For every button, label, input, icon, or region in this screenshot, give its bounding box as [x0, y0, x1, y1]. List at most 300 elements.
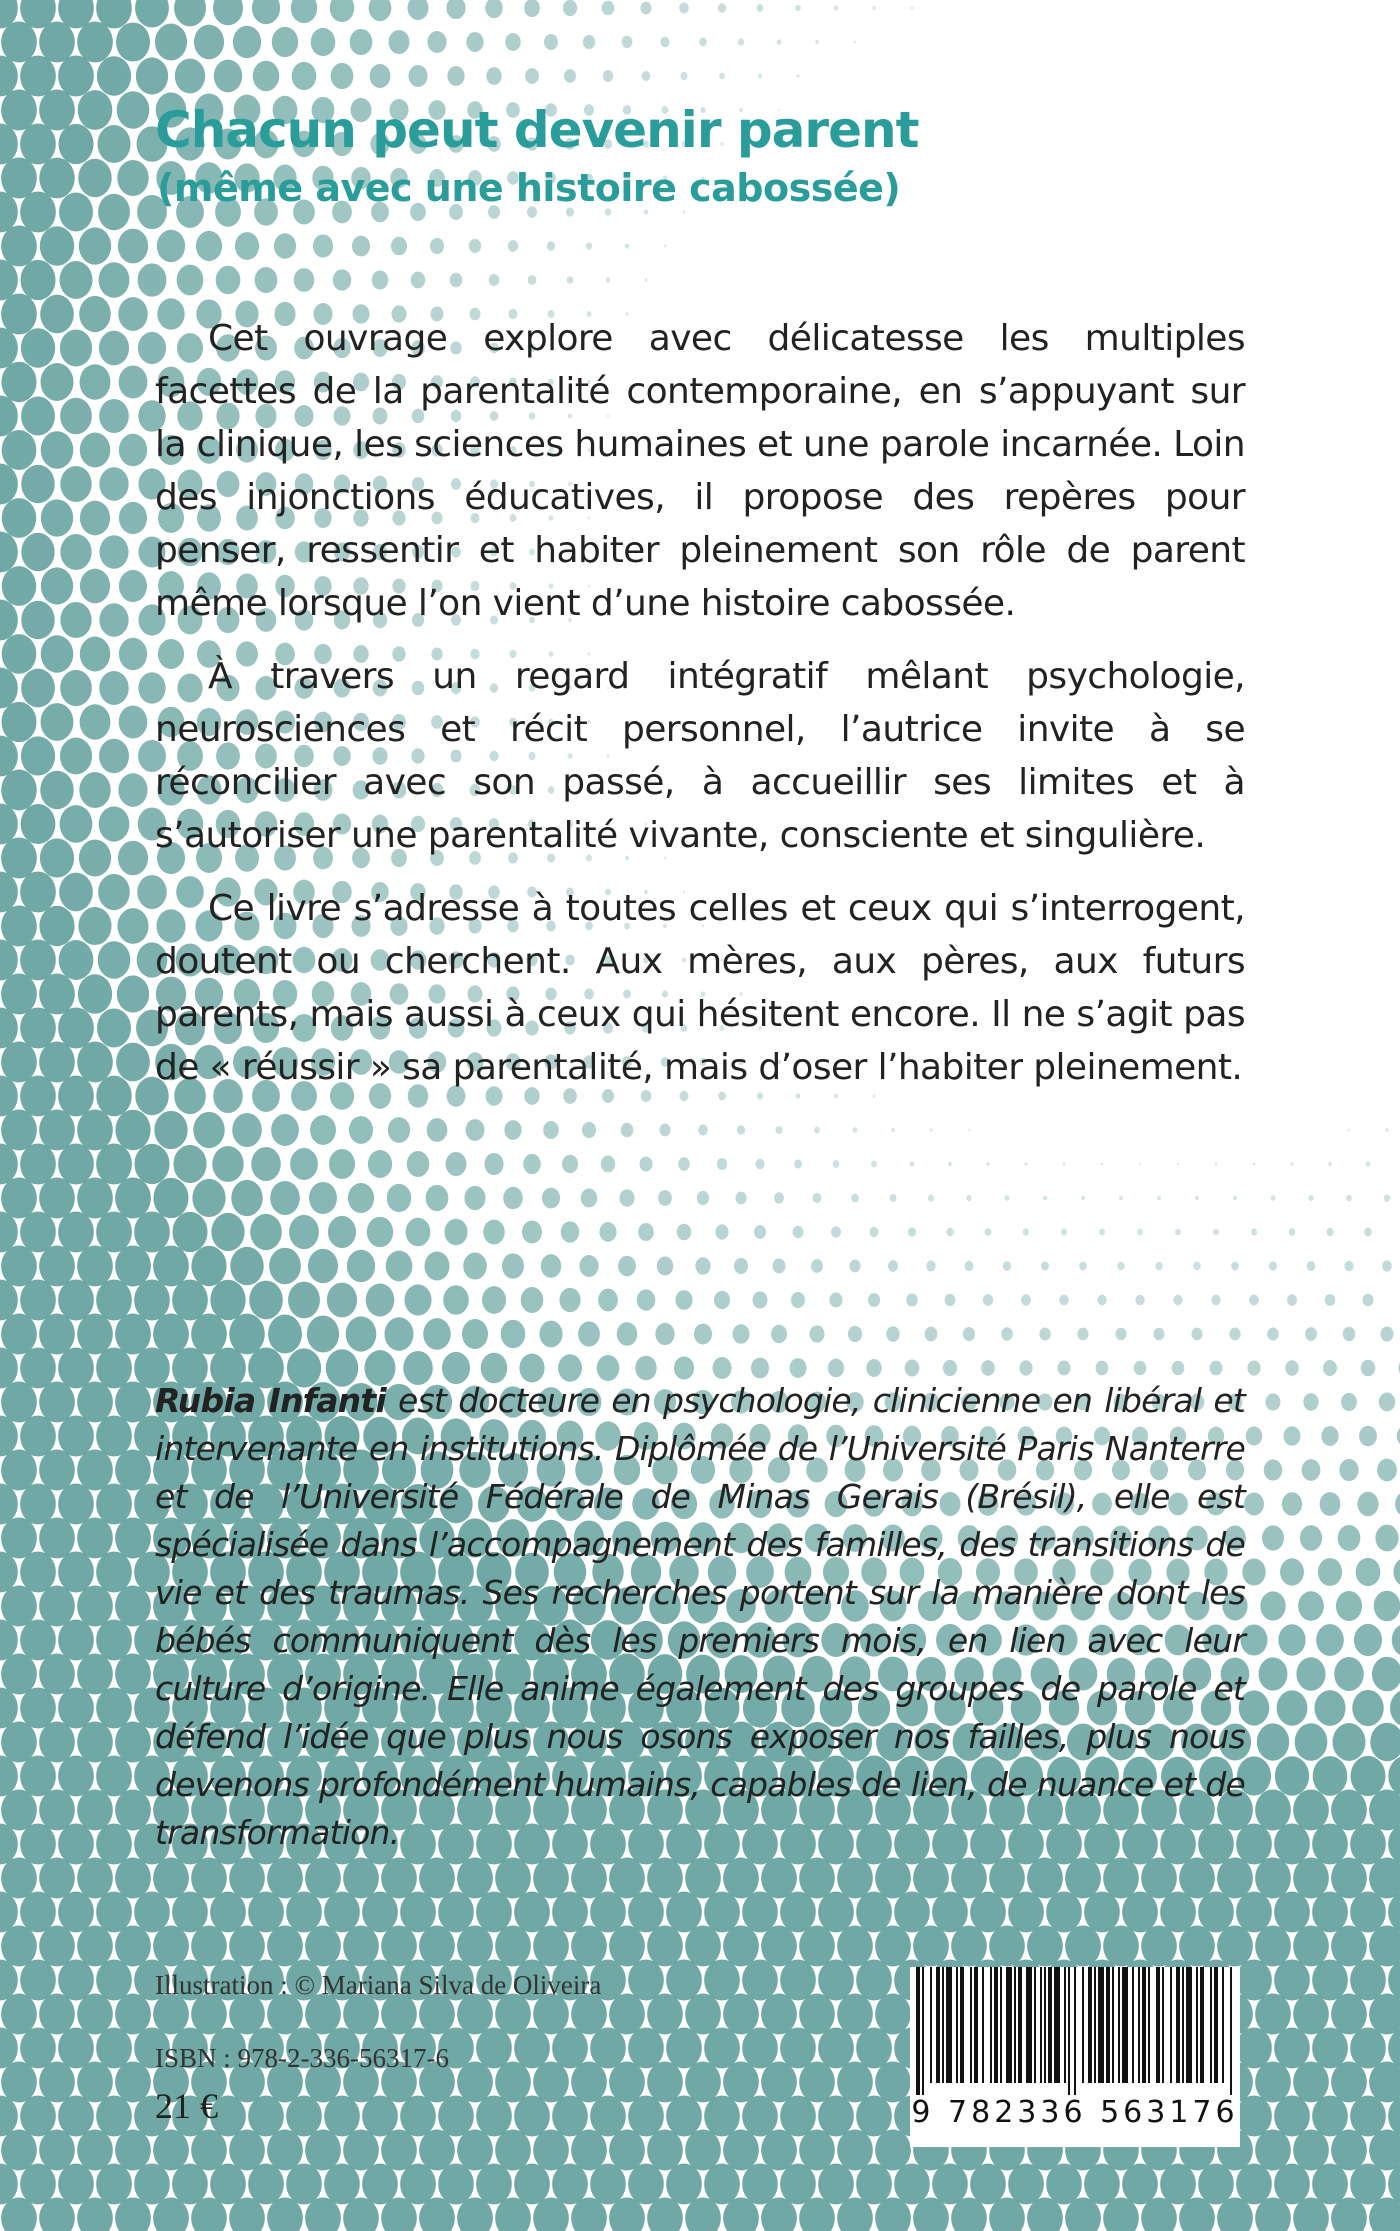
halftone-dot	[621, 1123, 634, 1137]
halftone-dot	[0, 463, 18, 504]
halftone-dot	[20, 1551, 56, 1592]
halftone-dot	[1377, 1459, 1397, 1482]
halftone-dot	[40, 295, 74, 334]
halftone-dot	[462, 1319, 488, 1349]
halftone-dot	[1293, 1789, 1329, 1830]
description-paragraph-3: Ce livre s’adresse à toutes celles et ceux qui s’interrogent, doutent ou cherchent. Aux mères, aux pères, aux futurs parents, mais aussi à ceux qui hésitent encore. Il ne s’agit pas de « réussir » sa parentalité, mais d’oser l’habiter pleinement.	[155, 888, 1245, 1088]
halftone-dot	[134, 2163, 170, 2204]
halftone-dot	[211, 1213, 244, 1251]
halftone-dot	[761, 1993, 797, 2034]
halftone-dot	[235, 232, 259, 260]
halftone-dot	[119, 434, 147, 467]
barcode-bar	[1118, 1967, 1120, 2083]
barcode-bar	[1026, 1967, 1032, 2083]
halftone-dot	[77, 1517, 113, 1558]
halftone-dot	[677, 1224, 691, 1241]
halftone-dot	[58, 2027, 94, 2068]
halftone-dot	[476, 1891, 512, 1932]
halftone-dot	[77, 1993, 113, 2034]
halftone-dot	[438, 2163, 474, 2204]
halftone-dot	[78, 90, 113, 130]
halftone-dot	[77, 1721, 113, 1762]
halftone-dot	[856, 2163, 892, 2204]
halftone-dot	[77, 1381, 113, 1422]
halftone-dot	[981, 1360, 995, 1376]
halftone-dot	[946, 1228, 953, 1237]
halftone-dot	[1331, 1925, 1367, 1966]
halftone-dot	[875, 2129, 911, 2170]
halftone-dot	[986, 1162, 989, 1166]
halftone-dot	[579, 1255, 598, 1277]
halftone-dot	[628, 2027, 664, 2068]
halftone-dot	[1249, 1294, 1259, 1305]
halftone-dot	[20, 1755, 56, 1796]
halftone-dot	[191, 1246, 226, 1286]
halftone-dot	[79, 840, 111, 877]
halftone-dot	[2, 566, 36, 606]
halftone-dot	[891, 1128, 895, 1132]
halftone-dot	[989, 1925, 1025, 1966]
halftone-dot	[1350, 1891, 1386, 1932]
book-title: Chacun peut devenir parent	[155, 101, 919, 159]
halftone-dot	[590, 2095, 626, 2136]
halftone-dot	[39, 1313, 75, 1354]
halftone-dot	[985, 1228, 992, 1236]
halftone-dot	[697, 1191, 709, 1205]
halftone-dot	[386, 1251, 413, 1282]
halftone-dot	[1274, 1823, 1310, 1864]
halftone-dot	[1061, 1229, 1067, 1236]
halftone-dot	[136, 57, 168, 94]
halftone-dot	[77, 1109, 113, 1150]
halftone-dot	[154, 1111, 187, 1149]
halftone-dot	[96, 1551, 132, 1592]
halftone-dot	[191, 1857, 227, 1898]
halftone-dot	[1001, 1327, 1013, 1340]
halftone-dot	[450, 273, 463, 287]
halftone-dot	[1352, 1690, 1384, 1726]
halftone-dot	[1274, 2163, 1310, 2204]
halftone-dot	[851, 1193, 859, 1202]
halftone-dot	[1175, 1229, 1181, 1236]
halftone-dot	[41, 635, 74, 672]
halftone-dot	[362, 2163, 398, 2204]
halftone-dot	[1262, 1525, 1284, 1550]
halftone-dot	[818, 1959, 854, 2000]
halftone-dot	[39, 2129, 75, 2170]
barcode-bar	[1176, 1967, 1180, 2083]
halftone-dot	[41, 703, 74, 741]
halftone-dot	[118, 841, 148, 876]
halftone-dot	[814, 1127, 820, 1134]
halftone-dot	[645, 278, 648, 281]
halftone-dot	[1119, 1196, 1123, 1201]
halftone-dot	[1285, 1360, 1298, 1375]
halftone-dot	[58, 1891, 94, 1932]
barcode-bar	[1068, 1967, 1070, 2095]
barcode-bar	[1006, 1967, 1012, 2083]
halftone-dot	[193, 1112, 224, 1148]
halftone-dot	[495, 2129, 531, 2170]
halftone-dot	[875, 2061, 911, 2102]
halftone-dot	[581, 1188, 598, 1207]
halftone-dot	[1293, 2129, 1329, 2170]
halftone-dot	[406, 1218, 431, 1246]
halftone-dot	[119, 365, 148, 398]
halftone-dot	[1384, 1194, 1390, 1201]
barcode-bar	[1148, 1967, 1150, 2083]
halftone-dot	[40, 771, 73, 809]
halftone-dot	[647, 2061, 683, 2102]
halftone-dot	[80, 569, 110, 604]
halftone-dot	[60, 534, 91, 570]
halftone-dot	[945, 1294, 956, 1306]
halftone-dot	[1259, 1657, 1288, 1690]
halftone-dot	[617, 1322, 638, 1346]
book-subtitle: (même avec une histoire cabossée)	[157, 166, 901, 210]
halftone-dot	[175, 59, 205, 94]
halftone-dot	[685, 2061, 721, 2102]
barcode-bar	[1014, 1967, 1016, 2083]
halftone-dot	[951, 1857, 987, 1898]
halftone-dot	[1211, 1295, 1220, 1306]
halftone-dot	[1255, 1857, 1291, 1898]
halftone-dot	[229, 2129, 265, 2170]
halftone-dot	[1289, 1228, 1296, 1236]
halftone-dot	[20, 191, 56, 232]
halftone-dot	[1253, 1162, 1256, 1165]
halftone-dot	[78, 974, 112, 1013]
halftone-dot	[1385, 1128, 1388, 1132]
halftone-dot	[135, 0, 169, 27]
halftone-dot	[39, 1517, 75, 1558]
halftone-dot	[723, 1857, 759, 1898]
halftone-dot	[80, 364, 111, 400]
halftone-dot	[1374, 1591, 1400, 1622]
halftone-dot	[894, 1891, 930, 1932]
halftone-dot	[311, 28, 336, 56]
halftone-dot	[20, 939, 56, 980]
halftone-dot	[723, 1993, 759, 2034]
barcode-bar	[960, 1967, 964, 2083]
halftone-dot	[664, 244, 667, 247]
halftone-dot	[367, 1217, 393, 1247]
halftone-dot	[647, 1993, 683, 2034]
halftone-dot	[533, 2129, 569, 2170]
halftone-dot	[1274, 1891, 1310, 1932]
halftone-dot	[388, 1117, 410, 1143]
halftone-dot	[115, 2061, 151, 2102]
halftone-dot	[270, 1181, 300, 1215]
halftone-dot	[1379, 1393, 1395, 1412]
author-bio	[155, 1377, 1245, 1857]
halftone-dot	[1331, 2061, 1367, 2102]
barcode-bar	[1044, 1967, 1046, 2083]
halftone-dot	[368, 1150, 392, 1178]
halftone-dot	[20, 1347, 56, 1388]
halftone-dot	[2, 498, 36, 538]
halftone-dot	[533, 2061, 569, 2102]
halftone-dot	[1236, 2163, 1272, 2204]
halftone-dot	[59, 873, 93, 912]
halftone-dot	[80, 501, 110, 536]
halftone-dot	[1, 1517, 37, 1558]
halftone-dot	[1339, 1459, 1358, 1481]
halftone-dot	[583, 35, 595, 49]
halftone-dot	[618, 1256, 636, 1276]
halftone-dot	[811, 1259, 823, 1273]
halftone-dot	[96, 1687, 132, 1728]
halftone-dot	[755, 1159, 764, 1169]
halftone-dot	[400, 1891, 436, 1932]
halftone-dot	[828, 1359, 844, 1378]
halftone-dot	[742, 1891, 778, 1932]
halftone-dot	[117, 908, 148, 944]
halftone-dot	[476, 2027, 512, 2068]
barcode-bar	[1094, 1967, 1096, 2083]
halftone-dot	[20, 2027, 56, 2068]
barcode-bar	[1138, 1967, 1140, 2083]
halftone-dot	[780, 1891, 816, 1932]
halftone-dot	[590, 1891, 626, 1932]
halftone-dot	[932, 1891, 968, 1932]
halftone-dot	[1122, 2163, 1158, 2204]
halftone-dot	[771, 1325, 787, 1343]
halftone-dot	[780, 1959, 816, 2000]
halftone-dot	[1298, 1591, 1324, 1621]
halftone-dot	[115, 2129, 151, 2170]
halftone-dot	[119, 638, 147, 671]
halftone-dot	[39, 1925, 75, 1966]
halftone-dot	[1, 157, 37, 198]
halftone-dot	[343, 1925, 379, 1966]
halftone-dot	[809, 1325, 824, 1342]
halftone-dot	[866, 1359, 881, 1377]
halftone-dot	[20, 1415, 56, 1456]
halftone-dot	[58, 1279, 94, 1320]
halftone-dot	[1021, 1294, 1031, 1305]
halftone-dot	[609, 1993, 645, 2034]
halftone-dot	[1, 770, 37, 811]
halftone-dot	[96, 1959, 132, 2000]
halftone-dot	[968, 1129, 970, 1131]
halftone-dot	[173, 1145, 206, 1183]
halftone-dot	[1, 2129, 37, 2170]
halftone-dot	[685, 1993, 721, 2034]
halftone-dot	[96, 1891, 132, 1932]
halftone-dot	[622, 36, 633, 48]
halftone-dot	[552, 2163, 588, 2204]
halftone-dot	[502, 1253, 524, 1278]
halftone-dot	[99, 331, 129, 366]
halftone-dot	[1280, 1558, 1304, 1585]
halftone-dot	[423, 1318, 451, 1350]
halftone-dot	[349, 1116, 373, 1144]
halftone-dot	[1019, 1360, 1032, 1375]
halftone-dot	[685, 1857, 721, 1898]
halftone-dot	[20, 1891, 56, 1932]
halftone-dot	[370, 64, 391, 88]
halftone-dot	[888, 1260, 898, 1272]
halftone-dot	[96, 2095, 132, 2136]
halftone-dot	[381, 1925, 417, 1966]
halftone-dot	[1063, 1163, 1066, 1166]
barcode-bar	[946, 1967, 952, 2083]
halftone-dot	[457, 2129, 493, 2170]
halftone-dot	[269, 1248, 301, 1284]
halftone-dot	[660, 37, 669, 47]
halftone-dot	[457, 1925, 493, 1966]
halftone-dot	[210, 2163, 246, 2204]
halftone-dot	[308, 1249, 338, 1284]
halftone-dot	[77, 1313, 113, 1354]
halftone-dot	[115, 1653, 151, 1694]
halftone-dot	[96, 1143, 132, 1184]
halftone-dot	[324, 2095, 360, 2136]
barcode-bar	[1210, 1967, 1212, 2083]
halftone-dot	[430, 238, 444, 254]
halftone-dot	[1059, 1295, 1068, 1306]
halftone-dot	[837, 2129, 873, 2170]
halftone-dot	[628, 2095, 664, 2136]
halftone-dot	[1296, 1657, 1325, 1691]
halftone-dot	[1141, 1857, 1177, 1898]
halftone-dot	[849, 1260, 860, 1273]
halftone-dot	[230, 1247, 263, 1285]
halftone-dot	[486, 67, 501, 85]
halftone-dot	[872, 6, 875, 10]
halftone-dot	[272, 27, 298, 57]
halftone-dot	[795, 5, 801, 11]
halftone-dot	[21, 397, 55, 436]
halftone-dot	[212, 1146, 243, 1182]
halftone-dot	[99, 603, 128, 637]
halftone-dot	[177, 265, 204, 296]
halftone-dot	[704, 1891, 740, 1932]
halftone-dot	[78, 907, 111, 945]
halftone-dot	[1282, 1492, 1302, 1515]
halftone-dot	[799, 2061, 835, 2102]
halftone-dot	[1325, 1294, 1335, 1306]
halftone-dot	[966, 1195, 971, 1201]
barcode-bar	[1214, 1967, 1218, 2083]
halftone-dot	[248, 2095, 284, 2136]
halftone-dot	[567, 276, 574, 284]
halftone-dot	[1300, 1525, 1322, 1551]
halftone-dot	[39, 973, 75, 1014]
halftone-dot	[1392, 1624, 1400, 1657]
halftone-dot	[1023, 1228, 1029, 1235]
halftone-dot	[115, 1721, 151, 1762]
halftone-dot	[1303, 1393, 1318, 1411]
halftone-dot	[330, 0, 355, 22]
halftone-dot	[791, 1292, 805, 1308]
halftone-dot	[658, 1190, 672, 1206]
halftone-dot	[1103, 1857, 1139, 1898]
halftone-dot	[58, 1959, 94, 2000]
halftone-dot	[1343, 1327, 1355, 1341]
halftone-dot	[20, 2095, 56, 2136]
halftone-dot	[39, 1449, 75, 1490]
halftone-dot	[77, 1653, 113, 1694]
halftone-dot	[1370, 1723, 1400, 1761]
halftone-dot	[286, 2095, 322, 2136]
halftone-dot	[0, 531, 18, 572]
halftone-dot	[679, 2, 689, 13]
halftone-dot	[117, 975, 149, 1012]
halftone-dot	[248, 1891, 284, 1932]
halftone-dot	[1364, 1228, 1372, 1237]
halftone-dot	[463, 1252, 487, 1279]
halftone-dot	[1, 1177, 37, 1218]
halftone-dot	[20, 1211, 56, 1252]
halftone-dot	[39, 89, 75, 130]
halftone-dot	[60, 329, 92, 366]
halftone-dot	[115, 1857, 151, 1898]
halftone-dot	[657, 1257, 673, 1276]
halftone-dot	[476, 2163, 512, 2204]
halftone-dot	[391, 237, 407, 256]
halftone-dot	[1, 1653, 37, 1694]
halftone-dot	[837, 1925, 873, 1966]
halftone-dot	[1369, 1789, 1400, 1830]
halftone-dot	[495, 2061, 531, 2102]
halftone-dot	[815, 40, 819, 44]
halftone-dot	[1099, 1229, 1105, 1236]
halftone-dot	[404, 1284, 431, 1315]
halftone-dot	[58, 2095, 94, 2136]
halftone-dot	[856, 2095, 892, 2136]
halftone-dot	[310, 1115, 336, 1145]
halftone-dot	[1005, 1195, 1010, 1201]
halftone-dot	[476, 2095, 512, 2136]
halftone-dot	[503, 1187, 523, 1210]
halftone-dot	[619, 1189, 634, 1206]
halftone-dot	[116, 1043, 150, 1082]
halftone-dot	[1334, 1657, 1364, 1691]
halftone-dot	[514, 2027, 550, 2068]
halftone-dot	[848, 1326, 862, 1342]
halftone-dot	[96, 1415, 132, 1456]
halftone-dot	[96, 1347, 132, 1388]
barcode-bar	[1000, 1967, 1002, 2083]
halftone-dot	[216, 266, 241, 294]
barcode-bar	[1040, 1967, 1042, 2083]
halftone-dot	[780, 2027, 816, 2068]
halftone-dot	[327, 1283, 357, 1318]
halftone-dot	[60, 466, 91, 502]
halftone-dot	[77, 21, 113, 62]
halftone-dot	[533, 1857, 569, 1898]
halftone-dot	[508, 240, 518, 252]
halftone-dot	[1382, 1260, 1392, 1271]
halftone-dot	[21, 669, 55, 708]
halftone-dot	[381, 2129, 417, 2170]
halftone-dot	[1191, 1328, 1202, 1341]
halftone-dot	[60, 602, 91, 638]
halftone-dot	[116, 22, 150, 61]
halftone-dot	[735, 1192, 746, 1205]
halftone-dot	[387, 1184, 411, 1212]
halftone-dot	[1084, 1891, 1120, 1932]
halftone-dot	[777, 39, 782, 45]
halftone-dot	[40, 838, 74, 877]
halftone-dot	[21, 533, 54, 571]
halftone-dot	[1312, 2095, 1348, 2136]
barcode-bar	[916, 1967, 920, 2095]
halftone-dot	[818, 2163, 854, 2204]
halftone-dot	[925, 1327, 938, 1342]
